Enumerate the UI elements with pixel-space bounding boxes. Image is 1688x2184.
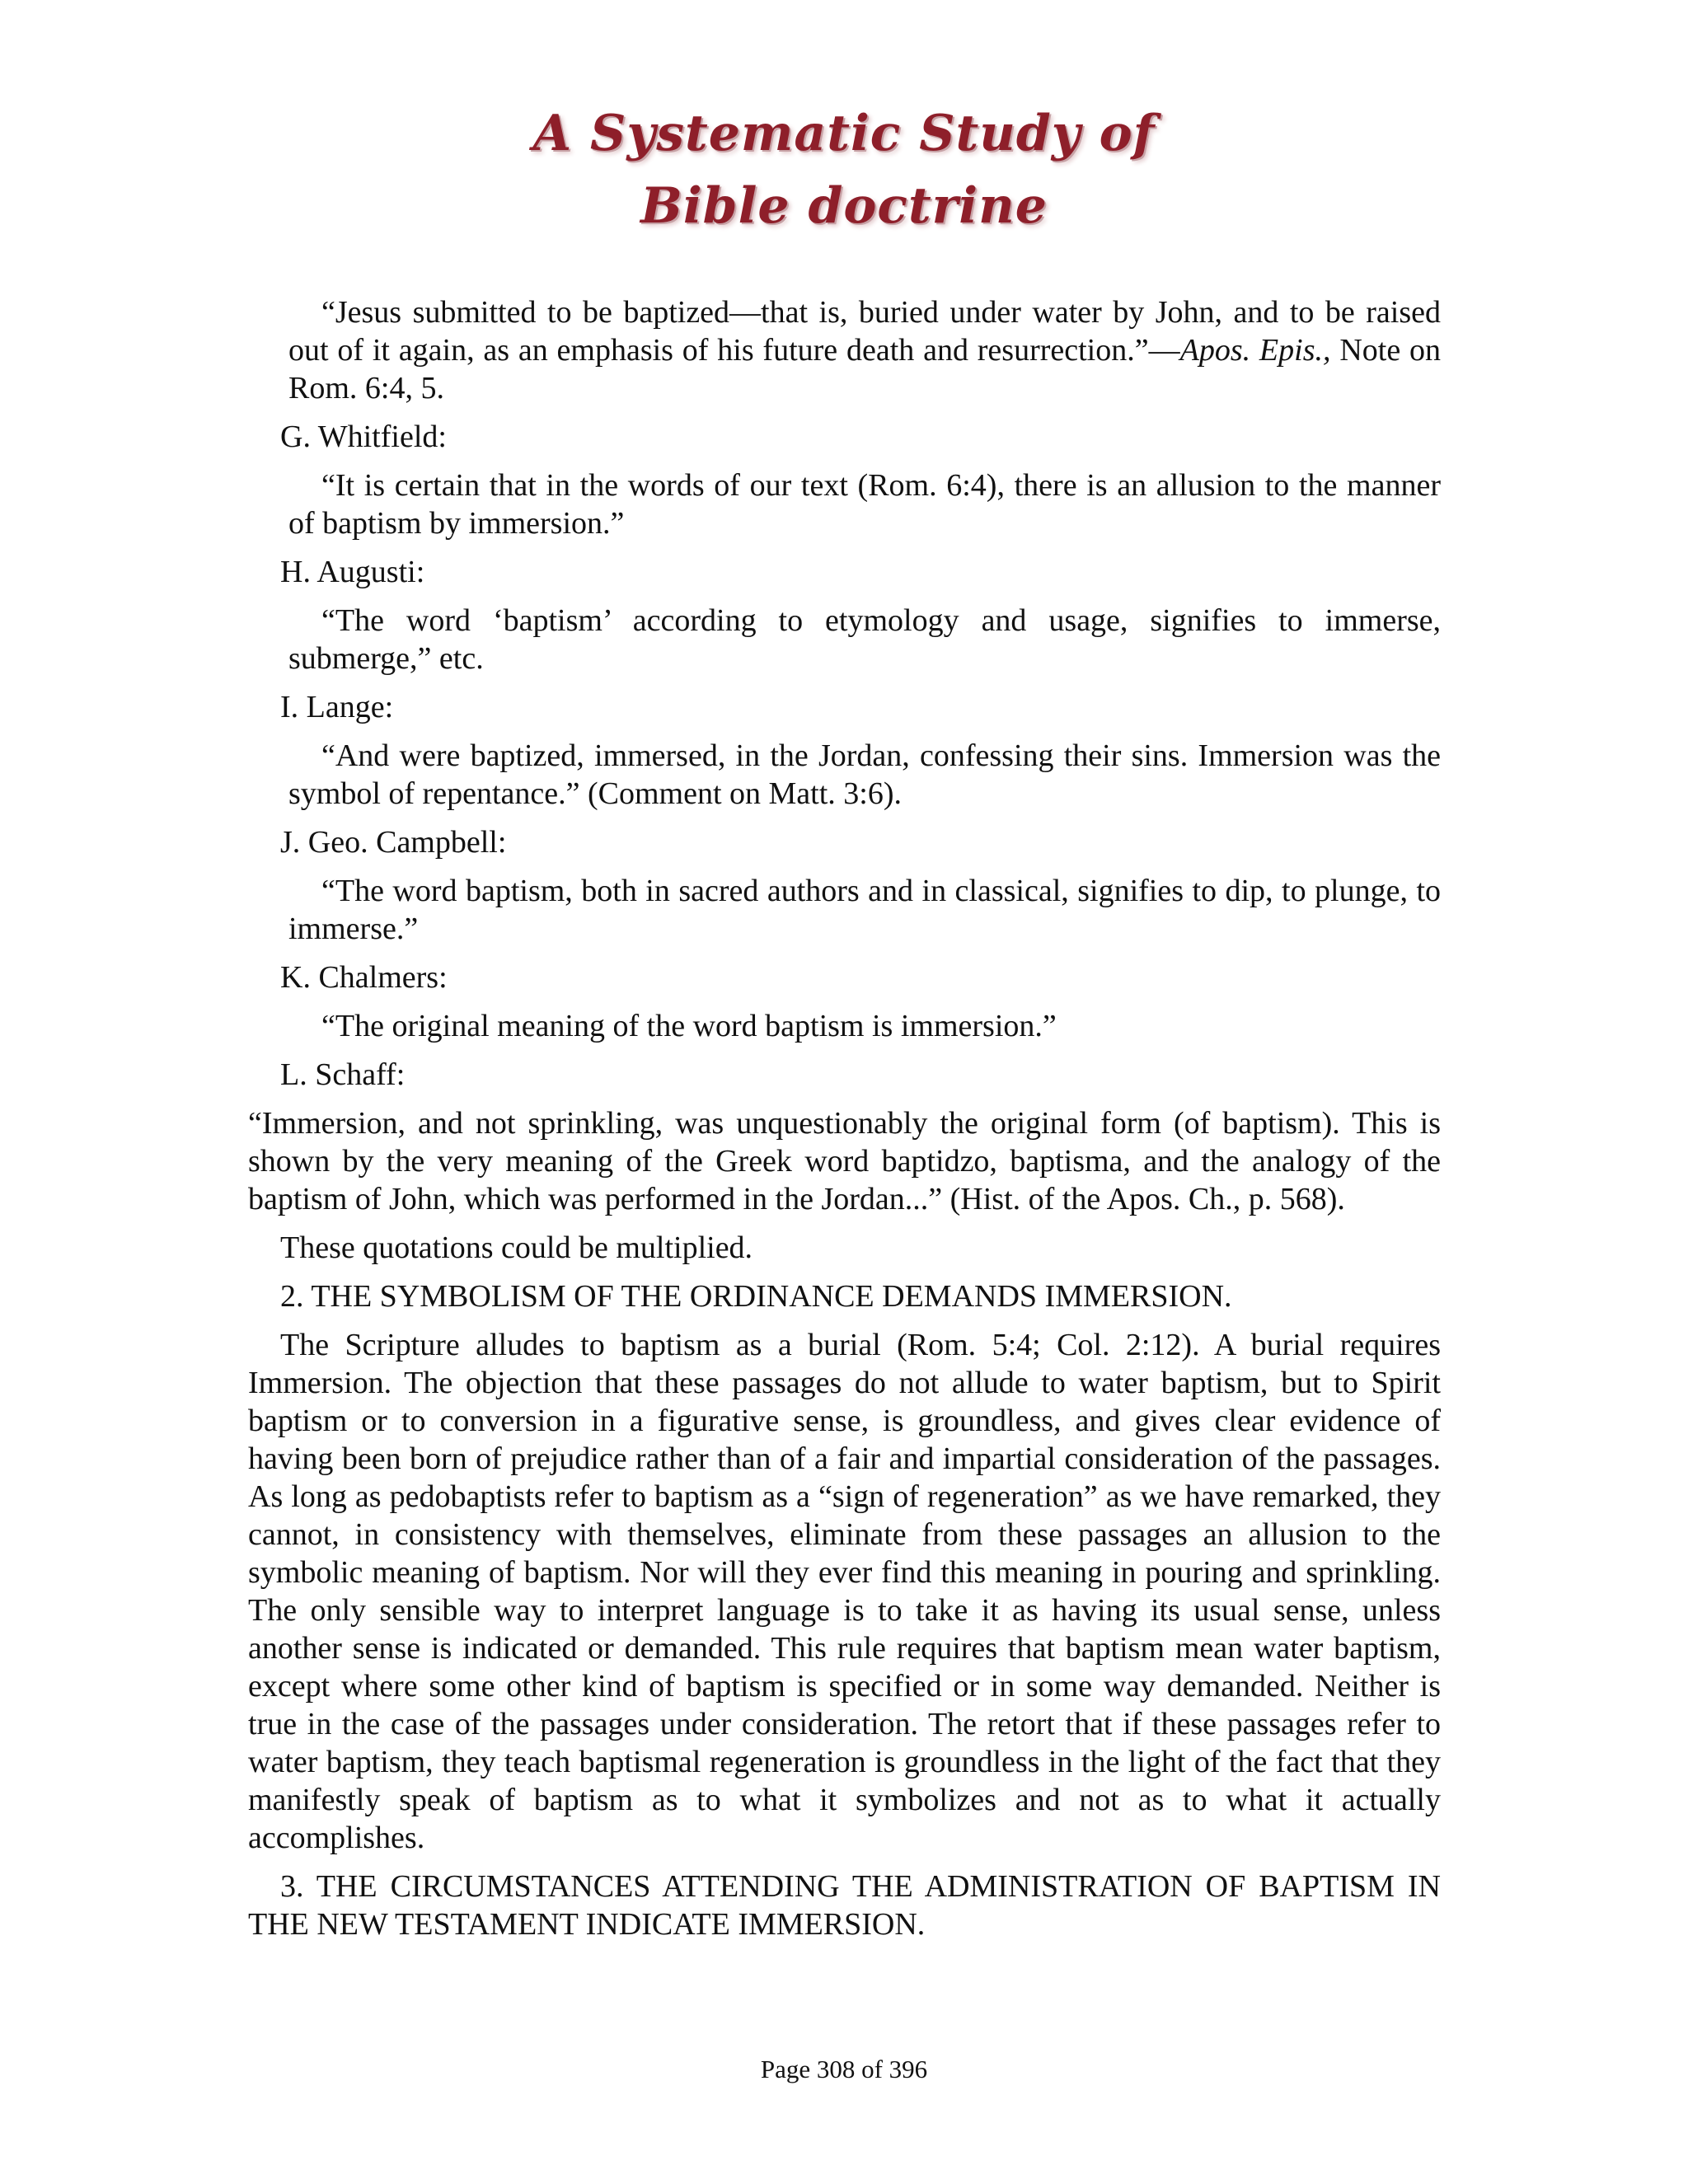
quote-paragraph-k: “The original meaning of the word baptism is immersion.” [321, 1009, 1057, 1043]
quote-paragraph-l: “Immersion, and not sprinkling, was unquestionably the original form (of baptism). This is shown by the very meaning of the Greek word baptidzo, baptisma, and the analogy of the baptism of John, which was performed in the Jordan...” (Hist. of the Apos. Ch., p. 568). [248, 1106, 1441, 1216]
quote-paragraph-h: “The word ‘baptism’ according to etymology and usage, signifies to immerse, submerge,” etc. [288, 603, 1441, 676]
book-title-logo [0, 97, 1688, 242]
page-number: Page 308 of 396 [760, 2055, 928, 2083]
author-label-i: I. Lange: [280, 690, 394, 724]
quote-paragraph-wesley [288, 293, 1441, 407]
book-title-line-2: Bible doctrine [640, 177, 1048, 235]
citation-italic: Apos. Epis., [1179, 333, 1331, 368]
quote-paragraph-g: “It is certain that in the words of our text (Rom. 6:4), there is an allusion to the manner of baptism by immersion.” [288, 468, 1441, 541]
quote-paragraph-i: “And were baptized, immersed, in the Jordan, confessing their sins. Immersion was the symbol of repentance.” (Comment on Matt. 3:6). [288, 738, 1441, 811]
multiplied-note: These quotations could be multiplied. [280, 1230, 753, 1265]
page-body [248, 293, 1441, 1954]
author-label-h: H. Augusti: [280, 555, 425, 589]
author-label-g: G. Whitfield: [280, 419, 447, 454]
author-label-l: L. Schaff: [280, 1057, 406, 1092]
book-title-line-1: A Systematic Study of [532, 105, 1156, 162]
quote-paragraph-j: “The word baptism, both in sacred authors and in classical, signifies to dip, to plunge, to immerse.” [288, 874, 1441, 946]
quote-text: “Jesus submitted to be baptized—that is, buried under water by John, and to be raised out of it again, as an emphasis of his future death and resurrection.”— [288, 295, 1441, 368]
citation-tail: Note on Rom. 6:4, 5. [288, 333, 1442, 405]
section-heading-2: 2. THE SYMBOLISM OF THE ORDINANCE DEMANDS IMMERSION. [280, 1279, 1232, 1314]
section-paragraph-2: The Scripture alludes to baptism as a burial (Rom. 5:4; Col. 2:12). A burial requires Immersion. The objection that these passages do not allude to water baptism, but to Spirit baptism or to conversion in a figurative sense, is groundless, and gives clear evidence of having been born of prejudice rather than of a fair and impartial consideration of the passages. As long as pedobaptists refer to baptism as a “sign of regeneration” as we have remarked, they cannot, in consistency with themselves, eliminate from these passages an allusion to the symbolic meaning of baptism. Nor will they ever find this meaning in pouring and sprinkling. The only sensible way to interpret language is to take it as having its usual sense, unless another sense is indicated or demanded. This rule requires that baptism mean water baptism, except where some other kind of baptism is specified or in some way demanded. Neither is true in the case of the passages under consideration. The retort that if these passages refer to water baptism, they teach baptismal regeneration is groundless in the light of the fact that they manifestly speak of baptism as to what it symbolizes and not as to what it actually accomplishes. [248, 1328, 1441, 1855]
author-label-j: J. Geo. Campbell: [280, 825, 507, 860]
author-label-k: K. Chalmers: [280, 960, 448, 995]
section-heading-3: 3. THE CIRCUMSTANCES ATTENDING THE ADMINISTRATION OF BAPTISM IN THE NEW TESTAMENT INDICATE IMMERSION. [248, 1869, 1441, 1942]
